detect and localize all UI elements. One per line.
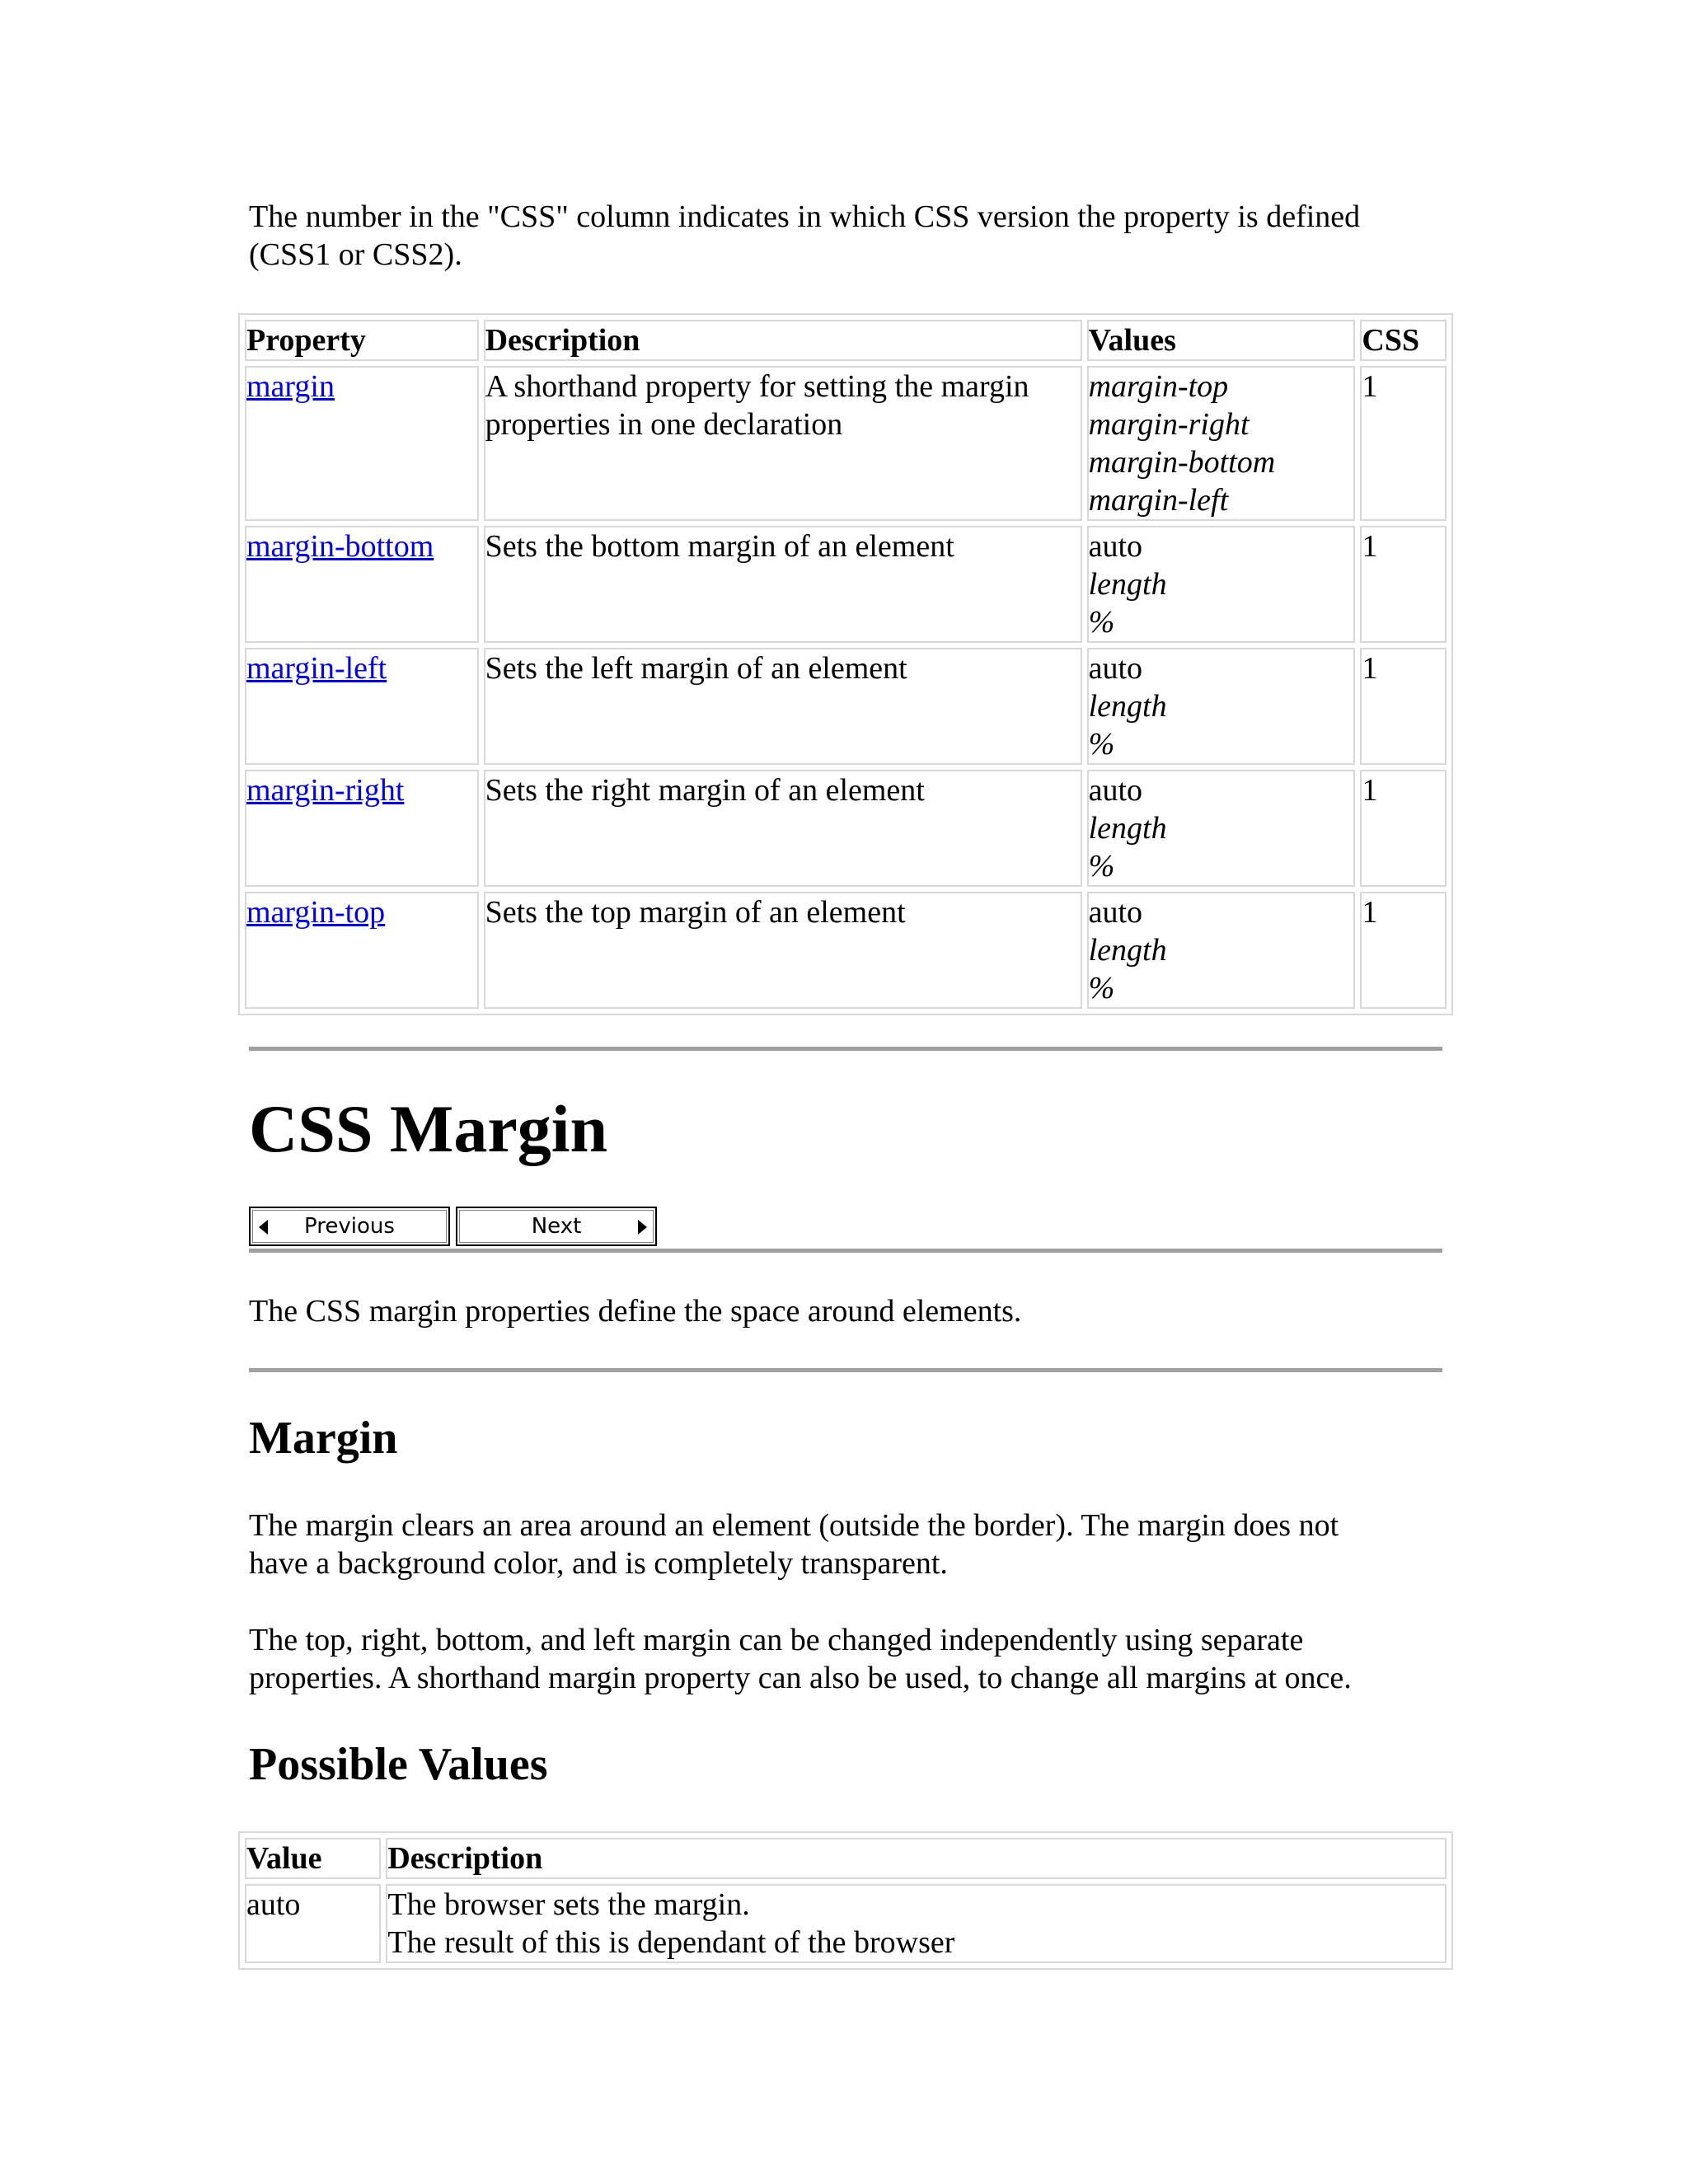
table-row (245, 648, 1447, 765)
table-row (245, 1884, 1447, 1963)
description-cell: Sets the top margin of an element (484, 892, 1082, 1009)
css-version-cell: 1 (1360, 648, 1447, 765)
property-cell (245, 366, 479, 521)
paragraph-line: The margin clears an area around an element (outside the border). The margin does not (249, 1508, 1339, 1543)
table-row (245, 892, 1447, 1009)
previous-button[interactable] (249, 1207, 450, 1246)
properties-header-row (245, 320, 1447, 361)
values-cell (1087, 366, 1356, 521)
value-cell: auto (245, 1884, 381, 1963)
property-cell (245, 770, 479, 887)
arrow-left-icon (259, 1220, 268, 1235)
possible-values-table (238, 1831, 1453, 1970)
value-item: margin-left (1088, 483, 1229, 518)
divider (249, 1047, 1442, 1051)
value-item: auto (1088, 773, 1143, 808)
value-item: % (1088, 971, 1115, 1005)
description-line: properties in one declaration (485, 407, 843, 442)
intro-line-2: (CSS1 or CSS2). (249, 237, 462, 272)
possible-values-header-row (245, 1838, 1447, 1879)
value-item: % (1088, 849, 1115, 883)
value-item: margin-top (1088, 369, 1229, 404)
description-cell (484, 366, 1082, 521)
value-item: length (1088, 933, 1167, 968)
description-cell: Sets the bottom margin of an element (484, 526, 1082, 643)
value-item: % (1088, 727, 1115, 762)
property-cell (245, 526, 479, 643)
section-heading-possible-values: Possible Values (249, 1739, 548, 1790)
previous-button-label: Previous (304, 1214, 395, 1239)
css-version-cell: 1 (1360, 892, 1447, 1009)
section-heading-margin: Margin (249, 1413, 398, 1464)
property-cell (245, 648, 479, 765)
lead-paragraph (249, 1292, 1021, 1330)
value-item: margin-right (1088, 407, 1250, 442)
value-item: % (1088, 605, 1115, 640)
intro-line-1: The number in the "CSS" column indicates in which CSS version the property is defined (249, 199, 1361, 234)
header-value: Value (245, 1838, 381, 1879)
table-row (245, 526, 1447, 643)
header-property: Property (245, 320, 479, 361)
margin-paragraph-1 (249, 1507, 1339, 1582)
next-button-label: Next (531, 1214, 582, 1239)
intro-paragraph (249, 198, 1360, 274)
description-line: The result of this is dependant of the browser (387, 1925, 955, 1960)
value-item: length (1088, 567, 1167, 602)
value-item: length (1088, 811, 1167, 846)
css-version-cell: 1 (1360, 366, 1447, 521)
description-line: The browser sets the margin. (387, 1887, 750, 1922)
css-version-cell: 1 (1360, 526, 1447, 643)
header-values: Values (1087, 320, 1356, 361)
property-link-margin-left[interactable]: margin-left (246, 651, 387, 686)
page-title: CSS Margin (249, 1091, 608, 1166)
arrow-right-icon (638, 1220, 647, 1235)
values-cell (1087, 648, 1356, 765)
property-link-margin-top[interactable]: margin-top (246, 895, 386, 930)
description-cell: Sets the left margin of an element (484, 648, 1082, 765)
description-line: A shorthand property for setting the margin (485, 369, 1029, 404)
header-description: Description (484, 320, 1082, 361)
table-row (245, 366, 1447, 521)
property-link-margin[interactable]: margin (246, 369, 335, 404)
paragraph-line: have a background color, and is completely transparent. (249, 1546, 948, 1581)
value-item: auto (1088, 895, 1143, 930)
value-item: length (1088, 689, 1167, 724)
description-cell: Sets the right margin of an element (484, 770, 1082, 887)
paragraph-line: properties. A shorthand margin property can also be used, to change all margins at once. (249, 1661, 1352, 1695)
property-cell (245, 892, 479, 1009)
margin-paragraph-2 (249, 1621, 1352, 1697)
table-row (245, 770, 1447, 887)
next-button[interactable] (456, 1207, 657, 1246)
values-cell (1087, 892, 1356, 1009)
paragraph-line: The top, right, bottom, and left margin can be changed independently using separate (249, 1623, 1304, 1657)
header-description: Description (386, 1838, 1447, 1879)
css-version-cell: 1 (1360, 770, 1447, 887)
values-cell (1087, 770, 1356, 887)
property-link-margin-right[interactable]: margin-right (246, 773, 405, 808)
properties-table (238, 313, 1453, 1015)
value-item: auto (1088, 651, 1143, 686)
header-css: CSS (1360, 320, 1447, 361)
divider (249, 1249, 1442, 1253)
value-item: auto (1088, 529, 1143, 564)
values-cell (1087, 526, 1356, 643)
property-link-margin-bottom[interactable]: margin-bottom (246, 529, 434, 564)
divider (249, 1368, 1442, 1372)
description-cell (386, 1884, 1447, 1963)
value-item: margin-bottom (1088, 445, 1276, 480)
lead-text: The CSS margin properties define the space around elements. (249, 1294, 1022, 1329)
